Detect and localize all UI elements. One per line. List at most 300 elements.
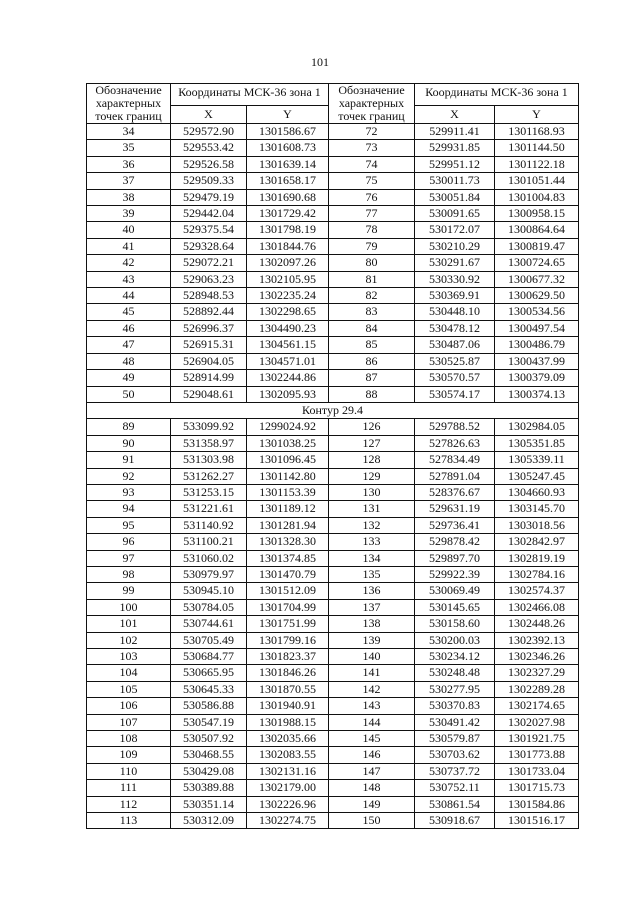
x-value: 531303.98 (171, 452, 247, 468)
y-value: 1301846.26 (247, 665, 329, 681)
x-value: 530525.87 (415, 353, 495, 369)
point-number: 38 (87, 189, 171, 205)
x-value: 530570.57 (415, 370, 495, 386)
y-value: 1301658.17 (247, 173, 329, 189)
table-row (87, 173, 579, 189)
x-value: 530069.49 (415, 583, 495, 599)
y-value: 1300437.99 (495, 353, 579, 369)
x-value: 530277.95 (415, 681, 495, 697)
x-value: 529878.42 (415, 534, 495, 550)
x-value: 529072.21 (171, 255, 247, 271)
x-value: 529375.54 (171, 222, 247, 238)
y-value: 1302131.16 (247, 763, 329, 779)
y-value: 1301798.19 (247, 222, 329, 238)
point-number: 75 (329, 173, 415, 189)
coords-label-header: Координаты МСК-36 зона 1 (415, 84, 579, 106)
x-header: X (171, 106, 247, 124)
y-value: 1305247.45 (495, 468, 579, 484)
y-value: 1301639.14 (247, 156, 329, 172)
table-row (87, 435, 579, 451)
point-number: 144 (329, 714, 415, 730)
y-value: 1301823.37 (247, 649, 329, 665)
table-row (87, 206, 579, 222)
table-row (87, 370, 579, 386)
point-number: 84 (329, 320, 415, 336)
y-value: 1301516.17 (495, 813, 579, 829)
x-value: 530312.09 (171, 813, 247, 829)
y-value: 1300374.13 (495, 386, 579, 402)
point-number: 145 (329, 731, 415, 747)
x-value: 530491.42 (415, 714, 495, 730)
y-value: 1301051.44 (495, 173, 579, 189)
y-value: 1301729.42 (247, 206, 329, 222)
y-value: 1301690.68 (247, 189, 329, 205)
y-value: 1305351.85 (495, 435, 579, 451)
point-number: 44 (87, 288, 171, 304)
y-value: 1302244.86 (247, 370, 329, 386)
point-number: 45 (87, 304, 171, 320)
x-value: 528376.67 (415, 484, 495, 500)
x-value: 530861.54 (415, 796, 495, 812)
y-value: 1300497.54 (495, 320, 579, 336)
x-value: 531253.15 (171, 484, 247, 500)
y-value: 1301715.73 (495, 780, 579, 796)
point-number: 86 (329, 353, 415, 369)
x-value: 527834.49 (415, 452, 495, 468)
x-value: 529526.58 (171, 156, 247, 172)
x-value: 530547.19 (171, 714, 247, 730)
x-value: 531140.92 (171, 517, 247, 533)
point-number: 141 (329, 665, 415, 681)
table-row (87, 288, 579, 304)
table-row (87, 484, 579, 500)
x-value: 529922.39 (415, 566, 495, 582)
y-value: 1301799.16 (247, 632, 329, 648)
y-value: 1303145.70 (495, 501, 579, 517)
x-value: 533099.92 (171, 419, 247, 435)
y-value: 1301940.91 (247, 698, 329, 714)
point-number: 143 (329, 698, 415, 714)
x-value: 529897.70 (415, 550, 495, 566)
x-value: 526996.37 (171, 320, 247, 336)
x-value: 530579.87 (415, 731, 495, 747)
table-row (87, 632, 579, 648)
point-label-header: Обозначение характерных точек границ (87, 84, 171, 124)
y-value: 1301144.50 (495, 140, 579, 156)
y-value: 1304660.93 (495, 484, 579, 500)
x-value: 529788.52 (415, 419, 495, 435)
point-number: 134 (329, 550, 415, 566)
point-number: 131 (329, 501, 415, 517)
point-number: 110 (87, 763, 171, 779)
x-value: 531060.02 (171, 550, 247, 566)
point-number: 140 (329, 649, 415, 665)
section-title: Контур 29.4 (87, 402, 579, 418)
table-row (87, 304, 579, 320)
point-number: 50 (87, 386, 171, 402)
y-value: 1302083.55 (247, 747, 329, 763)
point-number: 36 (87, 156, 171, 172)
y-value: 1301328.30 (247, 534, 329, 550)
y-value: 1302105.95 (247, 271, 329, 287)
y-value: 1301153.39 (247, 484, 329, 500)
x-value: 527826.63 (415, 435, 495, 451)
table-row (87, 796, 579, 812)
x-value: 529328.64 (171, 238, 247, 254)
point-number: 149 (329, 796, 415, 812)
coords-label-header: Координаты МСК-36 зона 1 (171, 84, 329, 106)
x-value: 530210.29 (415, 238, 495, 254)
point-number: 104 (87, 665, 171, 681)
y-value: 1301512.09 (247, 583, 329, 599)
y-value: 1301374.85 (247, 550, 329, 566)
point-number: 74 (329, 156, 415, 172)
y-value: 1301733.04 (495, 763, 579, 779)
point-number: 106 (87, 698, 171, 714)
x-value: 531221.61 (171, 501, 247, 517)
x-value: 529063.23 (171, 271, 247, 287)
table-row (87, 468, 579, 484)
x-value: 529479.19 (171, 189, 247, 205)
y-value: 1300379.09 (495, 370, 579, 386)
point-number: 102 (87, 632, 171, 648)
point-number: 78 (329, 222, 415, 238)
table-row (87, 698, 579, 714)
table-row (87, 780, 579, 796)
y-value: 1302174.65 (495, 698, 579, 714)
x-value: 530158.60 (415, 616, 495, 632)
table-header (87, 84, 579, 124)
y-value: 1302298.65 (247, 304, 329, 320)
y-value: 1301773.88 (495, 747, 579, 763)
table-row (87, 271, 579, 287)
point-number: 79 (329, 238, 415, 254)
point-number: 87 (329, 370, 415, 386)
y-value: 1305339.11 (495, 452, 579, 468)
x-value: 530703.62 (415, 747, 495, 763)
point-number: 77 (329, 206, 415, 222)
point-number: 111 (87, 780, 171, 796)
x-value: 530487.06 (415, 337, 495, 353)
point-number: 107 (87, 714, 171, 730)
point-number: 146 (329, 747, 415, 763)
x-value: 530645.33 (171, 681, 247, 697)
point-number: 139 (329, 632, 415, 648)
table-row (87, 255, 579, 271)
table-row (87, 583, 579, 599)
table-row (87, 681, 579, 697)
x-value: 530979.97 (171, 566, 247, 582)
y-value: 1301142.80 (247, 468, 329, 484)
point-number: 142 (329, 681, 415, 697)
y-value: 1302289.28 (495, 681, 579, 697)
y-header: Y (495, 106, 579, 124)
point-number: 103 (87, 649, 171, 665)
point-number: 100 (87, 599, 171, 615)
y-value: 1301470.79 (247, 566, 329, 582)
x-value: 530705.49 (171, 632, 247, 648)
table-row (87, 353, 579, 369)
point-number: 99 (87, 583, 171, 599)
x-value: 530172.07 (415, 222, 495, 238)
point-number: 108 (87, 731, 171, 747)
x-value: 530918.67 (415, 813, 495, 829)
point-number: 128 (329, 452, 415, 468)
table-row (87, 386, 579, 402)
point-number: 89 (87, 419, 171, 435)
table-row (87, 320, 579, 336)
table-body (87, 124, 579, 829)
point-number: 97 (87, 550, 171, 566)
table-row (87, 419, 579, 435)
y-value: 1301870.55 (247, 681, 329, 697)
y-value: 1302027.98 (495, 714, 579, 730)
x-value: 530145.65 (415, 599, 495, 615)
x-value: 529931.85 (415, 140, 495, 156)
point-number: 150 (329, 813, 415, 829)
table-row (87, 714, 579, 730)
y-value: 1301168.93 (495, 124, 579, 140)
point-number: 138 (329, 616, 415, 632)
y-value: 1302226.96 (247, 796, 329, 812)
point-number: 41 (87, 238, 171, 254)
y-value: 1304561.15 (247, 337, 329, 353)
x-value: 530234.12 (415, 649, 495, 665)
y-value: 1301281.94 (247, 517, 329, 533)
x-value: 530586.88 (171, 698, 247, 714)
point-number: 37 (87, 173, 171, 189)
point-number: 93 (87, 484, 171, 500)
x-value: 531100.21 (171, 534, 247, 550)
x-value: 529631.19 (415, 501, 495, 517)
x-value: 526915.31 (171, 337, 247, 353)
point-number: 92 (87, 468, 171, 484)
x-value: 530011.73 (415, 173, 495, 189)
point-number: 42 (87, 255, 171, 271)
x-value: 529736.41 (415, 517, 495, 533)
table-row (87, 501, 579, 517)
x-value: 530291.67 (415, 255, 495, 271)
y-value: 1301038.25 (247, 435, 329, 451)
y-value: 1302448.26 (495, 616, 579, 632)
y-value: 1300629.50 (495, 288, 579, 304)
table-row (87, 747, 579, 763)
y-value: 1300486.79 (495, 337, 579, 353)
point-number: 130 (329, 484, 415, 500)
y-header: Y (247, 106, 329, 124)
y-value: 1302097.26 (247, 255, 329, 271)
y-value: 1300864.64 (495, 222, 579, 238)
point-number: 46 (87, 320, 171, 336)
table-row (87, 517, 579, 533)
point-number: 101 (87, 616, 171, 632)
table-row (87, 189, 579, 205)
x-value: 529911.41 (415, 124, 495, 140)
x-value: 530468.55 (171, 747, 247, 763)
x-value: 531358.97 (171, 435, 247, 451)
y-value: 1300958.15 (495, 206, 579, 222)
point-number: 72 (329, 124, 415, 140)
y-value: 1300677.32 (495, 271, 579, 287)
table-row (87, 813, 579, 829)
point-number: 147 (329, 763, 415, 779)
x-header: X (415, 106, 495, 124)
y-value: 1302235.24 (247, 288, 329, 304)
y-value: 1302179.00 (247, 780, 329, 796)
x-value: 528914.99 (171, 370, 247, 386)
table-row (87, 140, 579, 156)
point-number: 49 (87, 370, 171, 386)
x-value: 530684.77 (171, 649, 247, 665)
x-value: 530752.11 (415, 780, 495, 796)
x-value: 530389.88 (171, 780, 247, 796)
x-value: 529048.61 (171, 386, 247, 402)
y-value: 1301751.99 (247, 616, 329, 632)
y-value: 1301608.73 (247, 140, 329, 156)
y-value: 1302274.75 (247, 813, 329, 829)
point-number: 73 (329, 140, 415, 156)
x-value: 529572.90 (171, 124, 247, 140)
y-value: 1302095.93 (247, 386, 329, 402)
x-value: 529509.33 (171, 173, 247, 189)
y-value: 1301844.76 (247, 238, 329, 254)
point-number: 113 (87, 813, 171, 829)
table-row (87, 550, 579, 566)
point-number: 82 (329, 288, 415, 304)
point-number: 34 (87, 124, 171, 140)
x-value: 530737.72 (415, 763, 495, 779)
y-value: 1300534.56 (495, 304, 579, 320)
y-value: 1302574.37 (495, 583, 579, 599)
point-number: 40 (87, 222, 171, 238)
table-row (87, 649, 579, 665)
point-number: 105 (87, 681, 171, 697)
x-value: 530429.08 (171, 763, 247, 779)
page-number: 101 (311, 55, 329, 69)
point-number: 48 (87, 353, 171, 369)
point-number: 94 (87, 501, 171, 517)
x-value: 529442.04 (171, 206, 247, 222)
x-value: 530248.48 (415, 665, 495, 681)
point-number: 91 (87, 452, 171, 468)
point-number: 109 (87, 747, 171, 763)
table-row (87, 238, 579, 254)
y-value: 1301189.12 (247, 501, 329, 517)
table-row (87, 665, 579, 681)
point-number: 81 (329, 271, 415, 287)
point-number: 76 (329, 189, 415, 205)
table-row (87, 731, 579, 747)
y-value: 1301704.99 (247, 599, 329, 615)
point-number: 135 (329, 566, 415, 582)
x-value: 530369.91 (415, 288, 495, 304)
table-row (87, 566, 579, 582)
x-value: 530200.03 (415, 632, 495, 648)
x-value: 530574.17 (415, 386, 495, 402)
x-value: 531262.27 (171, 468, 247, 484)
y-value: 1302035.66 (247, 731, 329, 747)
x-value: 530744.61 (171, 616, 247, 632)
point-number: 98 (87, 566, 171, 582)
y-value: 1301586.67 (247, 124, 329, 140)
table-row (87, 337, 579, 353)
point-number: 96 (87, 534, 171, 550)
x-value: 529553.42 (171, 140, 247, 156)
x-value: 527891.04 (415, 468, 495, 484)
point-number: 35 (87, 140, 171, 156)
x-value: 530370.83 (415, 698, 495, 714)
table-row (87, 124, 579, 140)
point-number: 129 (329, 468, 415, 484)
y-value: 1301122.18 (495, 156, 579, 172)
y-value: 1300724.65 (495, 255, 579, 271)
x-value: 530665.95 (171, 665, 247, 681)
coordinates-table (86, 83, 579, 829)
table-row (87, 599, 579, 615)
point-number: 47 (87, 337, 171, 353)
x-value: 526904.05 (171, 353, 247, 369)
x-value: 530784.05 (171, 599, 247, 615)
x-value: 528948.53 (171, 288, 247, 304)
y-value: 1301096.45 (247, 452, 329, 468)
y-value: 1301584.86 (495, 796, 579, 812)
y-value: 1302392.13 (495, 632, 579, 648)
x-value: 530091.65 (415, 206, 495, 222)
table-row (87, 222, 579, 238)
point-label-header: Обозначение характерных точек границ (329, 84, 415, 124)
y-value: 1302466.08 (495, 599, 579, 615)
point-number: 112 (87, 796, 171, 812)
point-number: 127 (329, 435, 415, 451)
x-value: 530051.84 (415, 189, 495, 205)
point-number: 88 (329, 386, 415, 402)
y-value: 1301988.15 (247, 714, 329, 730)
y-value: 1301921.75 (495, 731, 579, 747)
x-value: 530478.12 (415, 320, 495, 336)
point-number: 80 (329, 255, 415, 271)
point-number: 39 (87, 206, 171, 222)
point-number: 148 (329, 780, 415, 796)
y-value: 1302346.26 (495, 649, 579, 665)
y-value: 1302984.05 (495, 419, 579, 435)
x-value: 530330.92 (415, 271, 495, 287)
point-number: 43 (87, 271, 171, 287)
table-row (87, 763, 579, 779)
point-number: 133 (329, 534, 415, 550)
y-value: 1301004.83 (495, 189, 579, 205)
point-number: 95 (87, 517, 171, 533)
y-value: 1300819.47 (495, 238, 579, 254)
y-value: 1303018.56 (495, 517, 579, 533)
point-number: 126 (329, 419, 415, 435)
y-value: 1304490.23 (247, 320, 329, 336)
y-value: 1299024.92 (247, 419, 329, 435)
y-value: 1302784.16 (495, 566, 579, 582)
table-row (87, 452, 579, 468)
x-value: 530945.10 (171, 583, 247, 599)
section-title-row (87, 402, 579, 418)
y-value: 1302842.97 (495, 534, 579, 550)
table-row (87, 616, 579, 632)
y-value: 1302327.29 (495, 665, 579, 681)
x-value: 530507.92 (171, 731, 247, 747)
y-value: 1304571.01 (247, 353, 329, 369)
y-value: 1302819.19 (495, 550, 579, 566)
table-row (87, 534, 579, 550)
point-number: 132 (329, 517, 415, 533)
x-value: 530351.14 (171, 796, 247, 812)
table-row (87, 156, 579, 172)
